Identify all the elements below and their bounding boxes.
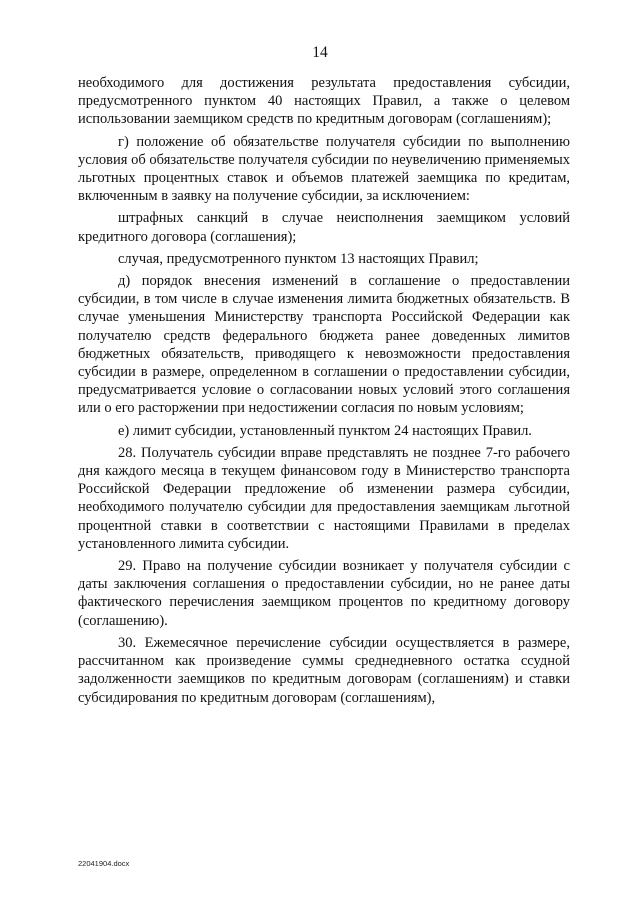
paragraph-continuation: необходимого для достижения результата предоставления субсидии, предусмотренного пунктом 40 настоящих Правил, а также о целевом использовании заемщиком средств по кредитным договорам (соглашениям); <box>78 75 570 128</box>
paragraph-28: 28. Получатель субсидии вправе представлять не позднее 7-го рабочего дня каждого месяца в текущем финансовом году в Министерство транспорта Российской Федерации предложение об изменении размера субсидии, необходимого получателю субсидии для предоставления заемщикам льготной процентной ставки в соответствии с настоящими Правилами в пределах установленного лимита субсидии. <box>78 444 570 552</box>
file-name-footer: 22041904.docx <box>78 859 130 868</box>
paragraph-d: д) порядок внесения изменений в соглашение о предоставлении субсидии, в том числе в случае изменения лимита бюджетных обязательств. В случае уменьшения Министерству транспорта Российской Федерации как получателю средств федерального бюджета ранее доведенных лимитов бюджетных обязательств, приводящего к невозможности предоставления субсидии в размере, определенном в соглашении о предоставлении субсидии, предусматривается условие о согласовании новых условий этого соглашения или о его расторжении при недостижении согласия по новым условиям; <box>78 273 570 417</box>
paragraph-e: е) лимит субсидии, установленный пунктом 24 настоящих Правил. <box>118 422 532 439</box>
paragraph-29: 29. Право на получение субсидии возникает у получателя субсидии с даты заключения соглашения о предоставлении субсидии, но не ранее даты фактического перечисления заемщиком процентов по кредитному договору (соглашению). <box>78 558 570 629</box>
paragraph-30: 30. Ежемесячное перечисление субсидии осуществляется в размере, рассчитанном как произведение суммы среднедневного остатка ссудной задолженности заемщиков по кредитным договорам (соглашениям) и ставки субсидирования по кредитным договорам (соглашениям), <box>78 634 570 706</box>
paragraph-exception-penalties: штрафных санкций в случае неисполнения заемщиком условий кредитного договора (соглашения); <box>78 210 570 245</box>
document-body <box>78 74 570 711</box>
paragraph-g: г) положение об обязательстве получателя субсидии по выполнению условия об обязательстве получателя субсидии по неувеличению применяемых льготных процентных ставок и объемов платежей заемщика по кредитам, включенным в заявку на получение субсидии, за исключением: <box>78 133 570 205</box>
page-number: 14 <box>312 44 328 61</box>
paragraph-exception-point13: случая, предусмотренного пунктом 13 настоящих Правил; <box>118 250 479 267</box>
